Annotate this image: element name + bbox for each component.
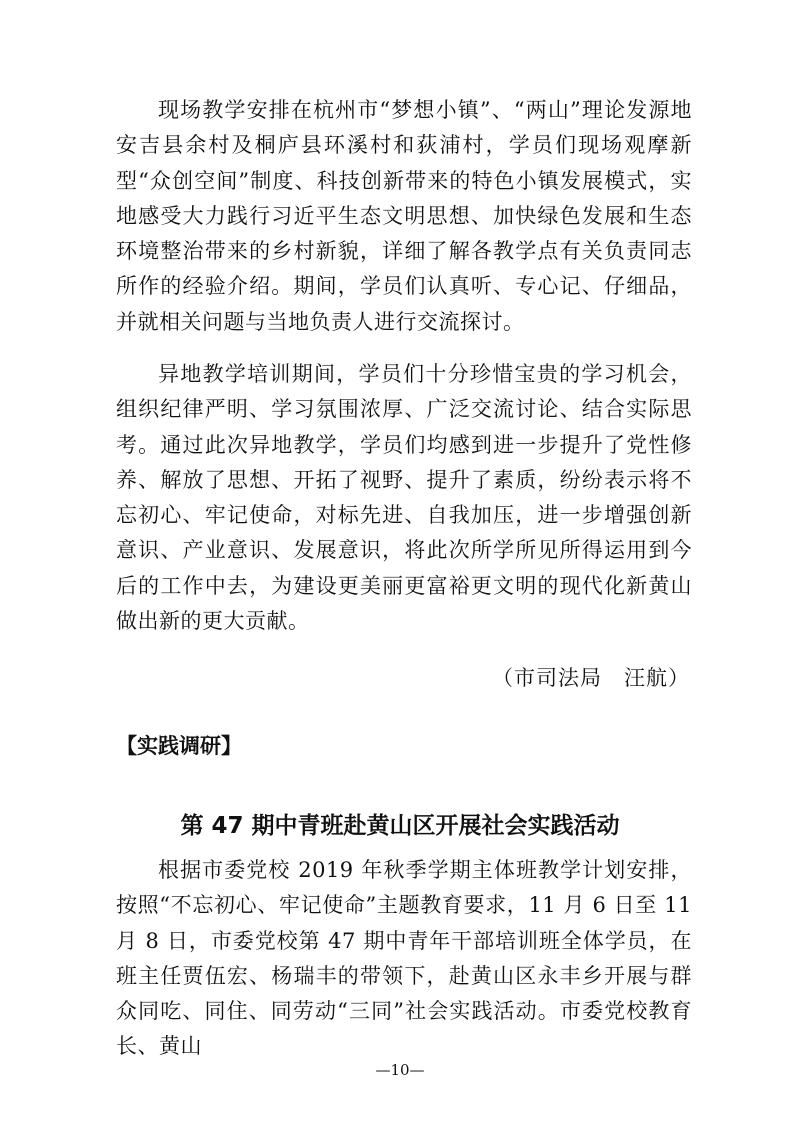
article2-paragraph-1: 根据市委党校 2019 年秋季学期主体班教学计划安排，按照“不忘初心、牢记使命”主题教育要求，11 月 6 日至 11 月 8 日，市委党校第 47 期中青年干部培训班全体学员，在班主任贾伍宏、杨瑞丰的带领下，赴黄山区永丰乡开展与群众同吃、同住、同劳动“三同”社会实践活动。市委党校教育长、黄山 [116,858,692,1059]
section-label: 【实践调研】 [116,734,242,758]
article1-paragraph-1: 现场教学安排在杭州市“梦想小镇”、“两山”理论发源地安吉县余村及桐庐县环溪村和荻浦村，学员们现场观摩新型“众创空间”制度、科技创新带来的特色小镇发展模式，实地感受大力践行习近平生态文明思想、加快绿色发展和生态环境整治带来的乡村新貌，详细了解各教学点有关负责同志所作的经验介绍。期间，学员们认真听、专心记、仔细品，并就相关问题与当地负责人进行交流探讨。 [116,98,692,334]
article1-paragraph-2: 异地教学培训期间，学员们十分珍惜宝贵的学习机会，组织纪律严明、学习氛围浓厚、广泛交流讨论、结合实际思考。通过此次异地教学，学员们均感到进一步提升了党性修养、解放了思想、开拓了视野、提升了素质，纷纷表示将不忘初心、牢记使命，对标先进、自我加压，进一步增强创新意识、产业意识、发展意识，将此次所学所见所得运用到今后的工作中去，为建设更美丽更富裕更文明的现代化新黄山做出新的更大贡献。 [116,362,692,634]
article2-title: 第 47 期中青班赴黄山区开展社会实践活动 [180,813,620,839]
article1-byline: （市司法局 汪航） [492,666,690,690]
page-number: —10— [375,1061,425,1079]
